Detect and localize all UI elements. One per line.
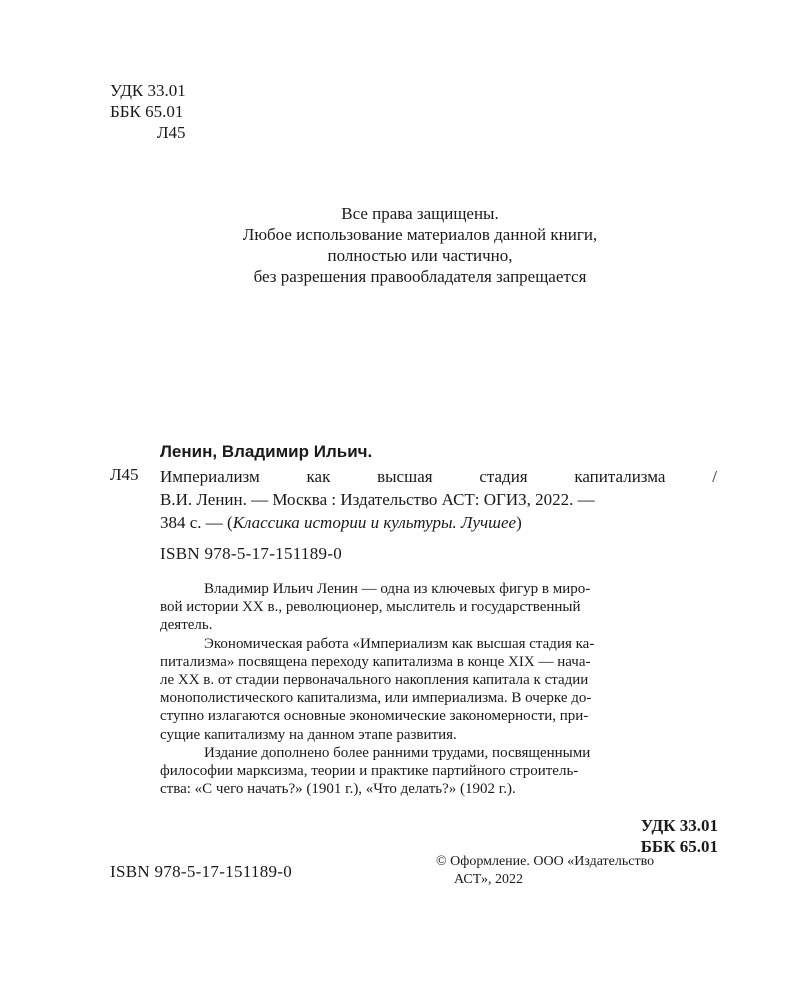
copyright-line: © Оформление. ООО «Издательство bbox=[436, 854, 655, 869]
pages-series-line bbox=[160, 511, 717, 534]
footer-codes bbox=[600, 815, 718, 857]
rights-line: без разрешения правообладателя запрещается bbox=[253, 267, 587, 286]
footer-isbn: ISBN 978-5-17-151189-0 bbox=[110, 862, 293, 881]
copyright-notice bbox=[436, 853, 654, 889]
annotation-line: философии марксизма, теории и практике партийного строитель- bbox=[160, 762, 579, 779]
pages-suffix: ) bbox=[516, 513, 522, 532]
record-author-mark: Л45 bbox=[110, 465, 139, 484]
rights-notice bbox=[100, 203, 740, 287]
title-line bbox=[160, 465, 717, 488]
annotation-line: монополистического капитализма, или империализма. В очерке до- bbox=[160, 690, 592, 707]
footer-udk: УДК 33.01 bbox=[640, 816, 718, 835]
annotation-line: питализма» посвящена переходу капитализма в конце XIX — нача- bbox=[160, 653, 591, 670]
udk-code: УДК 33.01 bbox=[110, 81, 186, 100]
title-word: / bbox=[712, 467, 717, 486]
annotation-line: сущие капитализму на данном этапе развития. bbox=[160, 726, 457, 743]
annotation-line: Экономическая работа «Империализм как высшая стадия ка- bbox=[204, 635, 595, 652]
rights-line: Любое использование материалов данной книги, bbox=[242, 225, 598, 244]
rights-line: полностью или частично, bbox=[327, 246, 513, 265]
bibliographic-description bbox=[160, 465, 717, 534]
footer-bbk: ББК 65.01 bbox=[640, 837, 718, 856]
annotation-line: ства: «С чего начать?» (1901 г.), «Что делать?» (1902 г.). bbox=[160, 781, 516, 798]
annotation-line: деятель. bbox=[160, 617, 213, 634]
rights-line: Все права защищены. bbox=[341, 204, 499, 223]
series-title: Классика истории и культуры. Лучшее bbox=[232, 513, 517, 532]
annotation-line: Владимир Ильич Ленин — одна из ключевых фигур в миро- bbox=[204, 581, 591, 597]
title-word: как bbox=[306, 467, 331, 486]
annotation-line: Издание дополнено более ранними трудами, посвященными bbox=[204, 744, 591, 761]
pages-text: 384 с. — ( bbox=[160, 513, 233, 532]
record-author: Ленин, Владимир Ильич. bbox=[160, 442, 373, 461]
copyright-line: АСТ», 2022 bbox=[454, 872, 523, 887]
record-isbn: ISBN 978-5-17-151189-0 bbox=[160, 544, 343, 563]
annotation-line: ле XX в. от стадии первоначального накопления капитала к стадии bbox=[160, 671, 589, 688]
publisher-line bbox=[160, 488, 717, 511]
title-word: капитализма bbox=[574, 467, 666, 486]
bbk-code: ББК 65.01 bbox=[110, 102, 184, 121]
annotation bbox=[160, 580, 723, 798]
annotation-line: ступно излагаются основные экономические закономерности, при- bbox=[160, 708, 589, 725]
author-mark: Л45 bbox=[157, 123, 186, 142]
classification-codes bbox=[110, 80, 186, 143]
title-word: Империализм bbox=[160, 467, 260, 486]
title-word: стадия bbox=[479, 467, 528, 486]
title-word: высшая bbox=[377, 467, 433, 486]
annotation-line: вой истории XX в., революционер, мыслитель и государственный bbox=[160, 599, 581, 616]
publisher-text: В.И. Ленин. — Москва : Издательство АСТ: ОГИЗ, 2022. — bbox=[160, 490, 595, 509]
